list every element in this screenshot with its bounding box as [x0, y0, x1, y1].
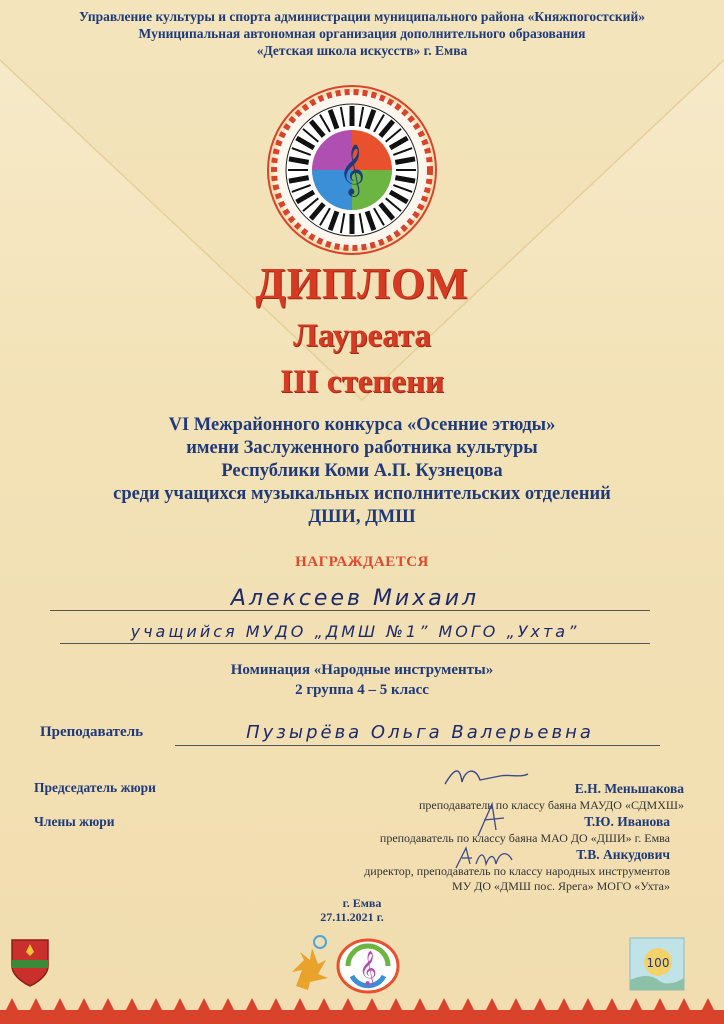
diploma-title: ДИПЛОМ: [255, 259, 469, 308]
contest-line-5: ДШИ, ДМШ: [308, 507, 416, 527]
degree-title: III степени: [280, 364, 444, 400]
jury-member2-desc-1: директор, преподаватель по классу народных инструментов: [364, 864, 670, 878]
svg-text:𝄞: 𝄞: [359, 951, 377, 986]
contest-emblem-icon: [282, 934, 412, 994]
contest-description: [0, 414, 724, 529]
anniversary-emblem-icon: [628, 936, 686, 992]
header-line-2: Муниципальная автономная организация дополнительного образования: [138, 26, 586, 41]
jury-chair-name: Е.Н. Меньшакова: [574, 781, 684, 796]
coat-of-arms-icon: [8, 936, 52, 988]
contest-line-3: Республики Коми А.П. Кузнецова: [221, 461, 503, 481]
jury-chair-desc: преподаватель по классу баяна МАУДО «СДМХШ»: [418, 798, 684, 812]
school-underline: [60, 643, 650, 644]
laureate-subtitle: Лауреата: [293, 318, 431, 354]
footer-ornament: [0, 992, 724, 1024]
nomination: Номинация «Народные инструменты»: [230, 662, 494, 678]
contest-line-2: имени Заслуженного работника культуры: [186, 438, 538, 458]
place: г. Емва: [342, 896, 382, 910]
member2-signature: [452, 842, 522, 872]
contest-line-4: среди учащихся музыкальных исполнительских отделений: [113, 484, 611, 504]
jury-members-label: Члены жюри: [34, 814, 115, 829]
jury-member2-desc-2: МУ ДО «ДМШ пос. Ярега» МОГО «Ухта»: [452, 879, 670, 893]
jury-member1-name: Т.Ю. Иванова: [584, 814, 670, 829]
header-line-1: Управление культуры и спорта администрации муниципального района «Княжпогостский»: [79, 9, 645, 24]
jury-member1-desc: преподаватель по классу баяна МАО ДО «ДШИ» г. Емва: [379, 831, 670, 845]
contest-logo: [266, 84, 438, 256]
header-line-3: «Детская школа искусств» г. Емва: [256, 43, 468, 58]
teacher-label: Преподаватель: [40, 724, 144, 740]
awarded-label: НАГРАЖДАЕТСЯ: [295, 554, 429, 570]
nomination-block: [0, 660, 724, 700]
chair-signature: [440, 762, 530, 792]
teacher-name: Пузырёва Ольга Валерьевна: [246, 722, 594, 743]
jury-member2-name: Т.В. Анкудович: [576, 847, 670, 862]
teacher-underline: [175, 745, 660, 746]
group-info: 2 группа 4 – 5 класс: [295, 682, 429, 698]
date: 27.11.2021 г.: [320, 910, 384, 924]
recipient-name: Алексеев Михаил: [230, 586, 480, 611]
recipient-school: учащийся МУДО „ДМШ №1” МОГО „Ухта”: [130, 622, 580, 641]
jury-chair-label: Председатель жюри: [34, 780, 156, 795]
svg-text:100: 100: [646, 956, 670, 970]
contest-line-1: VI Межрайонного конкурса «Осенние этюды»: [168, 415, 556, 435]
svg-text:𝄞: 𝄞: [338, 144, 366, 195]
member1-signature: [470, 800, 510, 840]
